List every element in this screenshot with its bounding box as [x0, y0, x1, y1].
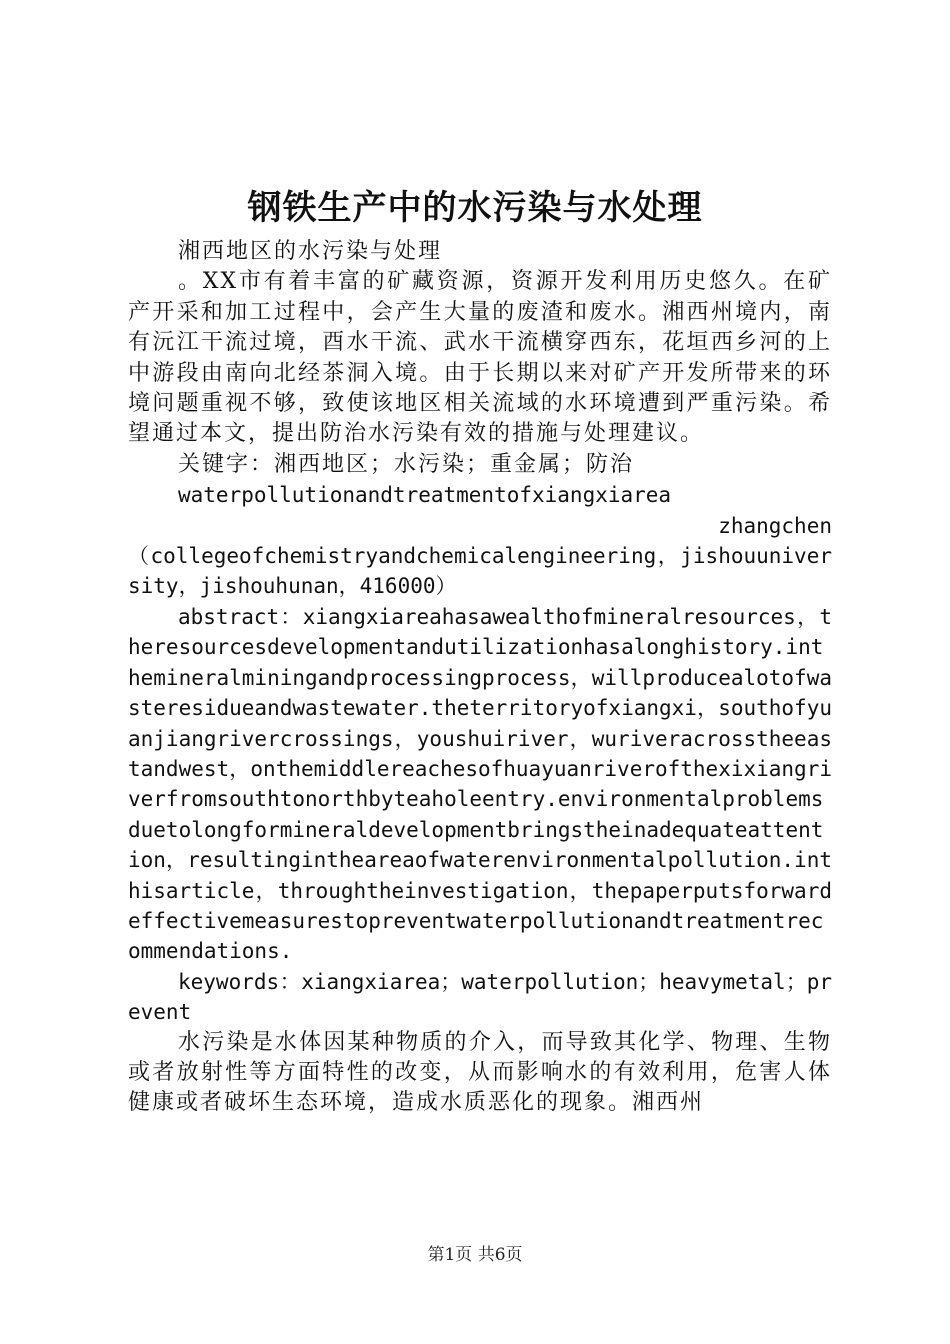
document-body: [128, 237, 832, 1119]
english-abstract: abstract：xiangxiareahasawealthofmineralresources，theresourcesdevelopmentandutilizationhasalonghistory.inthemineralminingandprocessingprocess，willproducealotofwasteresidueandwastewater.theterritoryofxiangxi，southofyuanjiangrivercrossings，youshuiriver，wuriveracrosstheeastandwest，onthemiddlereachesofhuayuanriverofthexixiangriverfromsouthtonorthbyteaholeentry.environmentalproblemsduetolongformineraldevelopmentbringstheinadequateattention，resultingintheareaofwaterenvironmentalpollution.inthisarticle，throughtheinvestigation，thepaperputsforwardeffectivemeasurestopreventwaterpollutionandtreatmentrecommendations.: [128, 604, 832, 964]
author-name: zhangchen: [718, 513, 832, 538]
body-paragraph: 水污染是水体因某种物质的介入，而导致其化学、物理、生物或者放射性等方面特性的改变，从而影响水的有效利用，危害人体健康或者破坏生态环境，造成水质恶化的现象。湘西州: [128, 1029, 832, 1116]
subtitle: 湘西地区的水污染与处理: [178, 239, 443, 264]
keywords-en: keywords：xiangxiarea；waterpollution；heavymetal；prevent: [128, 969, 832, 1025]
document-title: 钢铁生产中的水污染与水处理: [247, 188, 703, 228]
intro-paragraph: 。XX市有着丰富的矿藏资源，资源开发利用历史悠久。在矿产开采和加工过程中，会产生大量的废渣和废水。湘西州境内，南有沅江干流过境，酉水干流、武水干流横穿西东，花垣西乡河的上中游段由南向北经茶洞入境。由于长期以来对矿产开发所带来的环境问题重视不够，致使该地区相关流域的水环境遭到严重污染。希望通过本文，提出防治水污染有效的措施与处理建议。: [128, 269, 832, 447]
page-footer: 第1页 共6页: [427, 1245, 523, 1265]
author-affiliation: （collegeofchemistryandchemicalengineering，jishouuniversity，jishouhunan，416000）: [128, 544, 832, 599]
english-title: waterpollutionandtreatmentofxiangxiarea: [178, 483, 672, 508]
keywords-cn: 关键字：湘西地区；水污染；重金属；防治: [178, 451, 635, 477]
